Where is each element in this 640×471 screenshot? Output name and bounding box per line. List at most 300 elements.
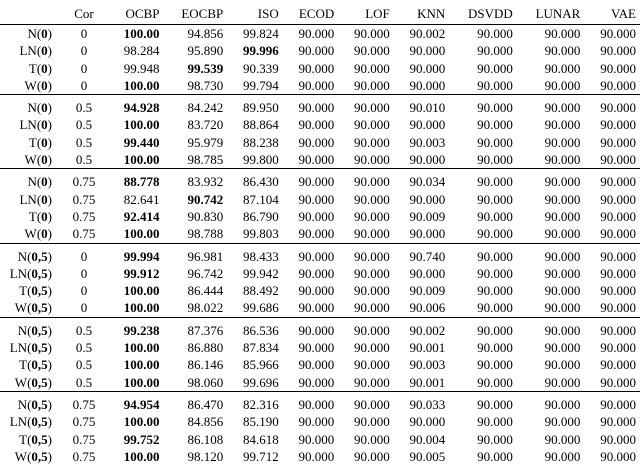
header-cell-knn: KNN xyxy=(394,4,450,25)
row-label xyxy=(0,317,60,339)
value-cell: 82.641 xyxy=(123,191,160,207)
row-label-prefix: N( xyxy=(17,322,32,338)
best-value: 99.440 xyxy=(123,134,160,150)
cor-cell: 0 xyxy=(80,248,88,264)
row-label xyxy=(0,243,60,265)
value-cell: 90.000 xyxy=(477,357,513,373)
cor-cell: 0.75 xyxy=(72,208,96,224)
table-row xyxy=(0,77,640,95)
value-cell: 99.712 xyxy=(242,448,279,464)
row-label-param: 0,5 xyxy=(31,374,48,390)
row-label-suffix: ) xyxy=(47,43,52,59)
row-label-suffix: ) xyxy=(47,174,52,190)
value-cell: 90.000 xyxy=(544,248,581,264)
value-cell: 90.740 xyxy=(409,248,446,264)
best-value: 100.00 xyxy=(123,357,160,373)
value-cell: 90.000 xyxy=(544,191,581,207)
value-cell: 90.002 xyxy=(409,322,446,338)
value-cell: 96.981 xyxy=(187,248,224,264)
value-cell: 89.950 xyxy=(242,100,279,116)
value-cell: 90.000 xyxy=(394,77,450,95)
value-cell: 86.444 xyxy=(187,283,224,299)
row-label-param: 0 xyxy=(41,191,48,207)
row-label xyxy=(0,374,60,392)
value-cell: 90.000 xyxy=(409,60,446,76)
value-cell: 99.686 xyxy=(227,299,283,317)
value-cell: 90.000 xyxy=(298,448,335,464)
value-cell: 98.022 xyxy=(164,299,228,317)
value-cell: 94.856 xyxy=(187,26,224,41)
value-cell: 90.000 xyxy=(600,431,636,447)
table-row xyxy=(0,431,640,448)
row-label-prefix: W( xyxy=(14,374,32,390)
value-cell: 90.000 xyxy=(449,299,517,317)
cor-cell: 0 xyxy=(80,265,88,281)
best-value: 100.00 xyxy=(123,77,160,93)
row-label-suffix: ) xyxy=(47,117,52,133)
value-cell: 88.238 xyxy=(242,134,279,150)
value-cell: 86.146 xyxy=(187,357,224,373)
value-cell: 87.104 xyxy=(242,191,279,207)
row-label-suffix: ) xyxy=(47,60,52,76)
row-label-param: 0,5 xyxy=(31,396,48,412)
value-cell: 86.108 xyxy=(187,431,224,447)
value-cell: 95.890 xyxy=(187,43,224,59)
value-cell: 90.000 xyxy=(354,414,390,430)
row-label xyxy=(0,431,60,448)
value-cell: 90.002 xyxy=(409,26,446,41)
value-cell: 99.800 xyxy=(227,151,283,169)
value-cell: 90.339 xyxy=(242,60,279,76)
value-cell: 85.966 xyxy=(242,357,279,373)
value-cell: 90.000 xyxy=(517,374,585,392)
value-cell: 90.000 xyxy=(354,265,390,281)
value-cell: 90.000 xyxy=(544,208,581,224)
value-cell: 90.000 xyxy=(354,26,390,41)
value-cell: 96.742 xyxy=(187,265,224,281)
value-cell xyxy=(108,169,164,191)
row-label-suffix: ) xyxy=(47,134,52,150)
row-label-suffix: ) xyxy=(47,357,52,373)
row-label-suffix: ) xyxy=(47,448,52,464)
value-cell: 86.430 xyxy=(242,174,279,190)
row-label xyxy=(0,116,60,133)
value-cell: 98.284 xyxy=(123,43,160,59)
value-cell: 90.000 xyxy=(298,26,335,41)
row-label-prefix: T( xyxy=(19,283,32,299)
best-value: 100.00 xyxy=(123,226,160,242)
cor-cell: 0.75 xyxy=(72,414,96,430)
value-cell: 90.000 xyxy=(600,265,636,281)
best-value: 88.778 xyxy=(123,174,160,190)
value-cell: 90.000 xyxy=(409,117,446,133)
row-label-suffix: ) xyxy=(47,152,52,168)
value-cell: 90.000 xyxy=(298,265,335,281)
row-label-param: 0 xyxy=(41,100,48,116)
row-label xyxy=(0,77,60,95)
value-cell: 90.000 xyxy=(449,151,517,169)
value-cell: 90.000 xyxy=(477,414,513,430)
value-cell: 90.000 xyxy=(517,151,585,169)
value-cell: 90.000 xyxy=(298,43,335,59)
value-cell: 90.000 xyxy=(354,100,390,116)
table-row xyxy=(0,317,640,339)
value-cell: 90.000 xyxy=(338,225,394,243)
row-label-prefix: LN( xyxy=(19,117,42,133)
row-label-suffix: ) xyxy=(47,374,52,390)
value-cell: 90.000 xyxy=(354,174,390,190)
row-label-param: 0,5 xyxy=(31,448,48,464)
value-cell: 86.536 xyxy=(242,322,279,338)
value-cell: 90.000 xyxy=(544,322,581,338)
best-value: 100.00 xyxy=(123,414,160,430)
value-cell: 90.000 xyxy=(338,299,394,317)
cor-cell: 0.75 xyxy=(72,191,96,207)
row-label-prefix: N( xyxy=(27,26,42,41)
value-cell: 90.000 xyxy=(298,357,335,373)
value-cell: 90.000 xyxy=(283,299,339,317)
row-label-param: 0,5 xyxy=(31,283,48,299)
value-cell: 90.000 xyxy=(477,60,513,76)
value-cell: 90.000 xyxy=(354,248,390,264)
table-row xyxy=(0,391,640,413)
header-cell-lunar: LUNAR xyxy=(517,4,585,25)
value-cell: 90.000 xyxy=(600,134,636,150)
value-cell: 90.000 xyxy=(584,151,640,169)
value-cell: 98.730 xyxy=(164,77,228,95)
value-cell xyxy=(108,151,164,169)
value-cell: 90.000 xyxy=(600,340,636,356)
row-label-prefix: T( xyxy=(19,357,32,373)
row-label-prefix: N( xyxy=(27,100,42,116)
value-cell: 90.004 xyxy=(409,431,446,447)
value-cell: 85.190 xyxy=(242,414,279,430)
value-cell: 90.000 xyxy=(544,414,581,430)
row-label-suffix: ) xyxy=(47,431,52,447)
value-cell: 90.000 xyxy=(354,60,390,76)
row-label xyxy=(0,134,60,151)
value-cell: 90.000 xyxy=(544,357,581,373)
value-cell: 90.000 xyxy=(544,26,581,41)
value-cell: 99.942 xyxy=(242,265,279,281)
cor-cell: 0.5 xyxy=(75,134,93,150)
value-cell: 90.000 xyxy=(354,134,390,150)
cor-cell: 0 xyxy=(60,299,108,317)
row-label xyxy=(0,208,60,225)
value-cell: 90.000 xyxy=(600,208,636,224)
value-cell xyxy=(108,95,164,117)
best-value: 99.752 xyxy=(123,431,160,447)
value-cell: 90.003 xyxy=(409,134,446,150)
cor-cell: 0.5 xyxy=(75,322,93,338)
value-cell: 90.000 xyxy=(298,60,335,76)
value-cell: 84.242 xyxy=(187,100,224,116)
value-cell xyxy=(227,42,283,59)
value-cell: 90.000 xyxy=(544,117,581,133)
value-cell: 88.492 xyxy=(242,283,279,299)
value-cell: 90.000 xyxy=(600,283,636,299)
value-cell: 90.000 xyxy=(409,191,446,207)
row-label-prefix: W( xyxy=(14,300,32,316)
table-header xyxy=(0,4,640,25)
value-cell: 90.000 xyxy=(298,117,335,133)
value-cell: 99.794 xyxy=(227,77,283,95)
best-value: 100.00 xyxy=(123,340,160,356)
row-label-param: 0 xyxy=(41,26,48,41)
value-cell xyxy=(108,339,164,356)
value-cell: 90.000 xyxy=(600,248,636,264)
row-label-prefix: W( xyxy=(14,448,32,464)
value-cell: 90.000 xyxy=(517,299,585,317)
best-value: 94.954 xyxy=(123,396,160,412)
value-cell: 98.433 xyxy=(242,248,279,264)
row-label-param: 0,5 xyxy=(31,265,48,281)
value-cell: 90.000 xyxy=(354,322,390,338)
value-cell xyxy=(108,413,164,430)
row-label-suffix: ) xyxy=(47,396,52,412)
value-cell: 90.000 xyxy=(544,174,581,190)
value-cell: 90.000 xyxy=(394,151,450,169)
row-label-param: 0 xyxy=(41,43,48,59)
value-cell: 90.000 xyxy=(517,225,585,243)
row-label-param: 0 xyxy=(41,117,48,133)
value-cell: 90.000 xyxy=(354,117,390,133)
row-label xyxy=(0,25,60,43)
row-label-suffix: ) xyxy=(47,283,52,299)
value-cell xyxy=(108,225,164,243)
cor-cell: 0.5 xyxy=(75,357,93,373)
best-value: 99.539 xyxy=(187,60,224,76)
row-label xyxy=(0,60,60,77)
value-cell: 90.001 xyxy=(394,374,450,392)
header-cell-ecod: ECOD xyxy=(283,4,339,25)
row-label-suffix: ) xyxy=(47,248,52,264)
best-value: 99.994 xyxy=(123,248,160,264)
value-cell: 90.000 xyxy=(338,374,394,392)
row-label xyxy=(0,169,60,191)
value-cell: 86.790 xyxy=(242,208,279,224)
table-row xyxy=(0,448,640,465)
cor-cell: 0.5 xyxy=(75,100,93,116)
value-cell: 90.000 xyxy=(600,100,636,116)
value-cell xyxy=(108,317,164,339)
value-cell: 90.000 xyxy=(298,174,335,190)
header-row xyxy=(0,4,640,25)
value-cell: 90.000 xyxy=(283,225,339,243)
table-row xyxy=(0,191,640,208)
value-cell: 90.000 xyxy=(354,283,390,299)
best-value: 100.00 xyxy=(123,374,160,390)
value-cell: 90.000 xyxy=(477,174,513,190)
value-cell: 98.785 xyxy=(164,151,228,169)
value-cell: 90.005 xyxy=(409,448,446,464)
value-cell: 90.000 xyxy=(298,100,335,116)
value-cell: 84.856 xyxy=(187,414,224,430)
row-label-prefix: T( xyxy=(28,60,42,76)
value-cell: 90.000 xyxy=(544,448,581,464)
table-row xyxy=(0,25,640,43)
table-row xyxy=(0,169,640,191)
value-cell: 90.000 xyxy=(409,43,446,59)
row-label-prefix: LN( xyxy=(9,414,32,430)
value-cell: 90.000 xyxy=(600,26,636,41)
row-label-suffix: ) xyxy=(47,26,52,41)
value-cell: 90.000 xyxy=(477,396,513,412)
value-cell: 90.003 xyxy=(409,357,446,373)
value-cell: 90.000 xyxy=(354,43,390,59)
row-label xyxy=(0,339,60,356)
cor-cell: 0.5 xyxy=(60,151,108,169)
row-label-suffix: ) xyxy=(47,265,52,281)
value-cell: 90.034 xyxy=(409,174,446,190)
row-label-suffix: ) xyxy=(47,191,52,207)
value-cell xyxy=(108,448,164,465)
value-cell xyxy=(108,356,164,373)
table-row xyxy=(0,95,640,117)
value-cell: 90.000 xyxy=(477,265,513,281)
value-cell: 90.000 xyxy=(298,396,335,412)
value-cell: 98.060 xyxy=(164,374,228,392)
table-row xyxy=(0,225,640,243)
row-label-prefix: W( xyxy=(24,152,42,168)
header-cell-ocbp: OCBP xyxy=(108,4,164,25)
value-cell: 90.000 xyxy=(409,414,446,430)
value-cell: 90.000 xyxy=(600,117,636,133)
value-cell: 90.009 xyxy=(409,208,446,224)
value-cell: 90.000 xyxy=(477,248,513,264)
value-cell: 90.000 xyxy=(477,134,513,150)
value-cell: 90.000 xyxy=(600,43,636,59)
value-cell: 98.788 xyxy=(164,225,228,243)
row-label-prefix: LN( xyxy=(19,43,42,59)
value-cell: 95.979 xyxy=(187,134,224,150)
value-cell: 90.000 xyxy=(298,134,335,150)
value-cell xyxy=(108,77,164,95)
value-cell: 82.316 xyxy=(242,396,279,412)
value-cell: 90.000 xyxy=(298,322,335,338)
value-cell xyxy=(108,282,164,299)
row-label xyxy=(0,413,60,430)
row-label-param: 0 xyxy=(41,60,48,76)
cor-cell: 0 xyxy=(80,60,88,76)
value-cell: 90.000 xyxy=(298,208,335,224)
table-row xyxy=(0,339,640,356)
row-label-suffix: ) xyxy=(47,340,52,356)
value-cell xyxy=(108,299,164,317)
table-row xyxy=(0,243,640,265)
best-value: 100.00 xyxy=(123,448,160,464)
value-cell: 90.000 xyxy=(477,191,513,207)
row-label-prefix: N( xyxy=(27,174,42,190)
value-cell: 90.000 xyxy=(544,265,581,281)
row-label xyxy=(0,191,60,208)
row-label-prefix: LN( xyxy=(9,340,32,356)
value-cell: 90.000 xyxy=(600,322,636,338)
table-row xyxy=(0,151,640,169)
row-label-prefix: N( xyxy=(17,248,32,264)
value-cell: 90.000 xyxy=(584,225,640,243)
table-row xyxy=(0,116,640,133)
row-label-param: 0,5 xyxy=(31,414,48,430)
row-label-suffix: ) xyxy=(47,414,52,430)
value-cell: 99.824 xyxy=(242,26,279,41)
value-cell: 90.010 xyxy=(409,100,446,116)
value-cell: 83.720 xyxy=(187,117,224,133)
row-label-param: 0,5 xyxy=(31,322,48,338)
value-cell: 90.000 xyxy=(298,414,335,430)
best-value: 100.00 xyxy=(123,152,160,168)
value-cell: 90.000 xyxy=(354,431,390,447)
cor-cell: 0.5 xyxy=(60,374,108,392)
value-cell: 90.830 xyxy=(187,208,224,224)
value-cell xyxy=(108,265,164,282)
value-cell: 90.000 xyxy=(584,374,640,392)
best-value: 92.414 xyxy=(123,208,160,224)
header-cell-label xyxy=(0,4,60,25)
value-cell: 99.696 xyxy=(227,374,283,392)
value-cell: 86.470 xyxy=(187,396,224,412)
value-cell: 90.000 xyxy=(338,77,394,95)
value-cell: 90.000 xyxy=(477,208,513,224)
cor-cell: 0.75 xyxy=(60,225,108,243)
value-cell: 90.000 xyxy=(477,43,513,59)
row-label-param: 0 xyxy=(41,77,48,93)
row-label-prefix: N( xyxy=(17,396,32,412)
best-value: 100.00 xyxy=(123,283,160,299)
value-cell xyxy=(164,191,228,208)
value-cell: 90.000 xyxy=(544,60,581,76)
value-cell: 90.000 xyxy=(477,448,513,464)
row-label xyxy=(0,282,60,299)
row-label xyxy=(0,265,60,282)
row-label-param: 0 xyxy=(41,208,48,224)
table-row xyxy=(0,208,640,225)
value-cell: 90.000 xyxy=(298,191,335,207)
value-cell: 90.000 xyxy=(477,117,513,133)
row-label xyxy=(0,448,60,465)
row-label-param: 0,5 xyxy=(31,431,48,447)
table-row xyxy=(0,282,640,299)
cor-cell: 0.75 xyxy=(72,174,96,190)
value-cell: 90.000 xyxy=(283,374,339,392)
row-label xyxy=(0,391,60,413)
row-label-prefix: T( xyxy=(28,208,42,224)
row-label-prefix: W( xyxy=(24,77,42,93)
cor-cell: 0 xyxy=(80,26,88,41)
row-label xyxy=(0,95,60,117)
row-label-suffix: ) xyxy=(47,322,52,338)
value-cell: 90.000 xyxy=(477,26,513,41)
value-cell: 90.000 xyxy=(477,322,513,338)
row-label-param: 0,5 xyxy=(31,248,48,264)
value-cell: 90.000 xyxy=(600,191,636,207)
cor-cell: 0.75 xyxy=(72,396,96,412)
header-cell-iso: ISO xyxy=(227,4,283,25)
header-cell-vae: VAE xyxy=(584,4,640,25)
table-row xyxy=(0,265,640,282)
row-label-suffix: ) xyxy=(47,208,52,224)
value-cell: 88.864 xyxy=(242,117,279,133)
row-label xyxy=(0,42,60,59)
table-row xyxy=(0,42,640,59)
row-label-prefix: W( xyxy=(24,226,42,242)
header-cell-eocbp: EOCBP xyxy=(164,4,228,25)
best-value: 100.00 xyxy=(123,300,160,316)
value-cell: 90.000 xyxy=(449,77,517,95)
value-cell: 90.000 xyxy=(354,208,390,224)
value-cell: 90.000 xyxy=(283,151,339,169)
row-label-param: 0 xyxy=(41,226,48,242)
